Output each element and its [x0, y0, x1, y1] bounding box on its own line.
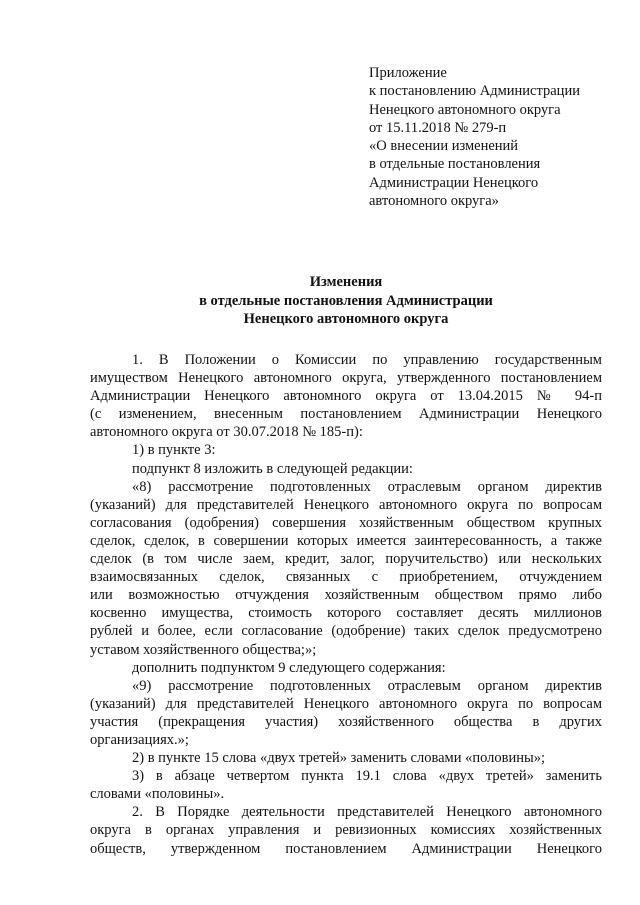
- document-heading: [90, 273, 602, 329]
- appendix-line: Приложение: [369, 65, 447, 81]
- appendix-line: Администрации Ненецкого: [369, 174, 539, 191]
- body-line: согласования (одобрения) совершения хозяйственным обществом крупных: [90, 514, 602, 531]
- body-line: (с изменением, внесенным постановлением Администрации Ненецкого: [90, 406, 602, 423]
- body-line: косвенно имущества, стоимость которого составляет десять миллионов: [90, 605, 602, 622]
- body-line: сделок (в том числе заем, кредит, залог, поручительство) или нескольких: [90, 551, 602, 568]
- body-line: (указаний) для представителей Ненецкого автономного округа по вопросам: [90, 496, 602, 513]
- body-line: уставом хозяйственного общества;»;: [90, 641, 317, 658]
- heading-line: Ненецкого автономного округа: [243, 311, 449, 328]
- body-line: Администрации Ненецкого автономного округа от 13.04.2015 № 94-п: [90, 388, 602, 405]
- heading-line: в отдельные постановления Администрации: [199, 292, 493, 309]
- appendix-line: Ненецкого автономного округа: [369, 101, 561, 118]
- body-line: 3) в абзаце четвертом пункта 19.1 слова «двух третей» заменить: [132, 768, 602, 785]
- body-line: «9) рассмотрение подготовленных отраслевым органом директив: [132, 677, 602, 694]
- body-line: округа в органах управления и ревизионных комиссиях хозяйственных: [90, 822, 602, 839]
- appendix-line: «О внесении изменений: [369, 138, 519, 155]
- appendix-line: в отдельные постановления: [369, 156, 541, 173]
- body-line: (указаний) для представителей Ненецкого автономного округа по вопросам: [90, 695, 602, 712]
- body-line: взаимосвязанных сделок, связанных с приобретением, отчуждением: [90, 569, 602, 586]
- heading-line: Изменения: [309, 274, 383, 290]
- appendix-line: автономного округа»: [369, 193, 499, 210]
- body-line: автономного округа от 30.07.2018 № 185-п):: [90, 424, 363, 441]
- appendix-line: к постановлению Администрации: [369, 83, 580, 100]
- body-line: организациях.»;: [90, 731, 189, 748]
- body-line: словами «половины».: [90, 786, 225, 803]
- body-line: подпункт 8 изложить в следующей редакции:: [132, 460, 413, 477]
- body-line: имуществом Ненецкого автономного округа, утвержденного постановлением: [90, 370, 602, 387]
- body-line: дополнить подпунктом 9 следующего содержания:: [132, 659, 446, 676]
- body-line: 1) в пункте 3:: [132, 442, 216, 459]
- body-line: сделок, сделок, в совершении которых имеется заинтересованность, а также: [90, 532, 602, 549]
- body-line: рублей и более, если согласование (одобрение) таких сделок предусмотрено: [90, 623, 602, 640]
- body-line: участия (прекращения участия) хозяйственного общества в других: [90, 713, 602, 730]
- document-body: [90, 351, 602, 858]
- body-line: 2) в пункте 15 слова «двух третей» заменить словами «половины»;: [132, 750, 546, 767]
- body-line: обществ, утвержденном постановлением Администрации Ненецкого: [90, 840, 602, 857]
- body-line: 2. В Порядке деятельности представителей Ненецкого автономного: [132, 804, 602, 821]
- body-line: «8) рассмотрение подготовленных отраслевым органом директив: [132, 478, 602, 495]
- appendix-line: от 15.11.2018 № 279-п: [369, 119, 507, 136]
- body-line: 1. В Положении о Комиссии по управлению государственным: [132, 352, 602, 368]
- body-line: или возможностью отчуждения хозяйственным обществом прямо либо: [90, 587, 602, 604]
- appendix-block: [369, 64, 619, 210]
